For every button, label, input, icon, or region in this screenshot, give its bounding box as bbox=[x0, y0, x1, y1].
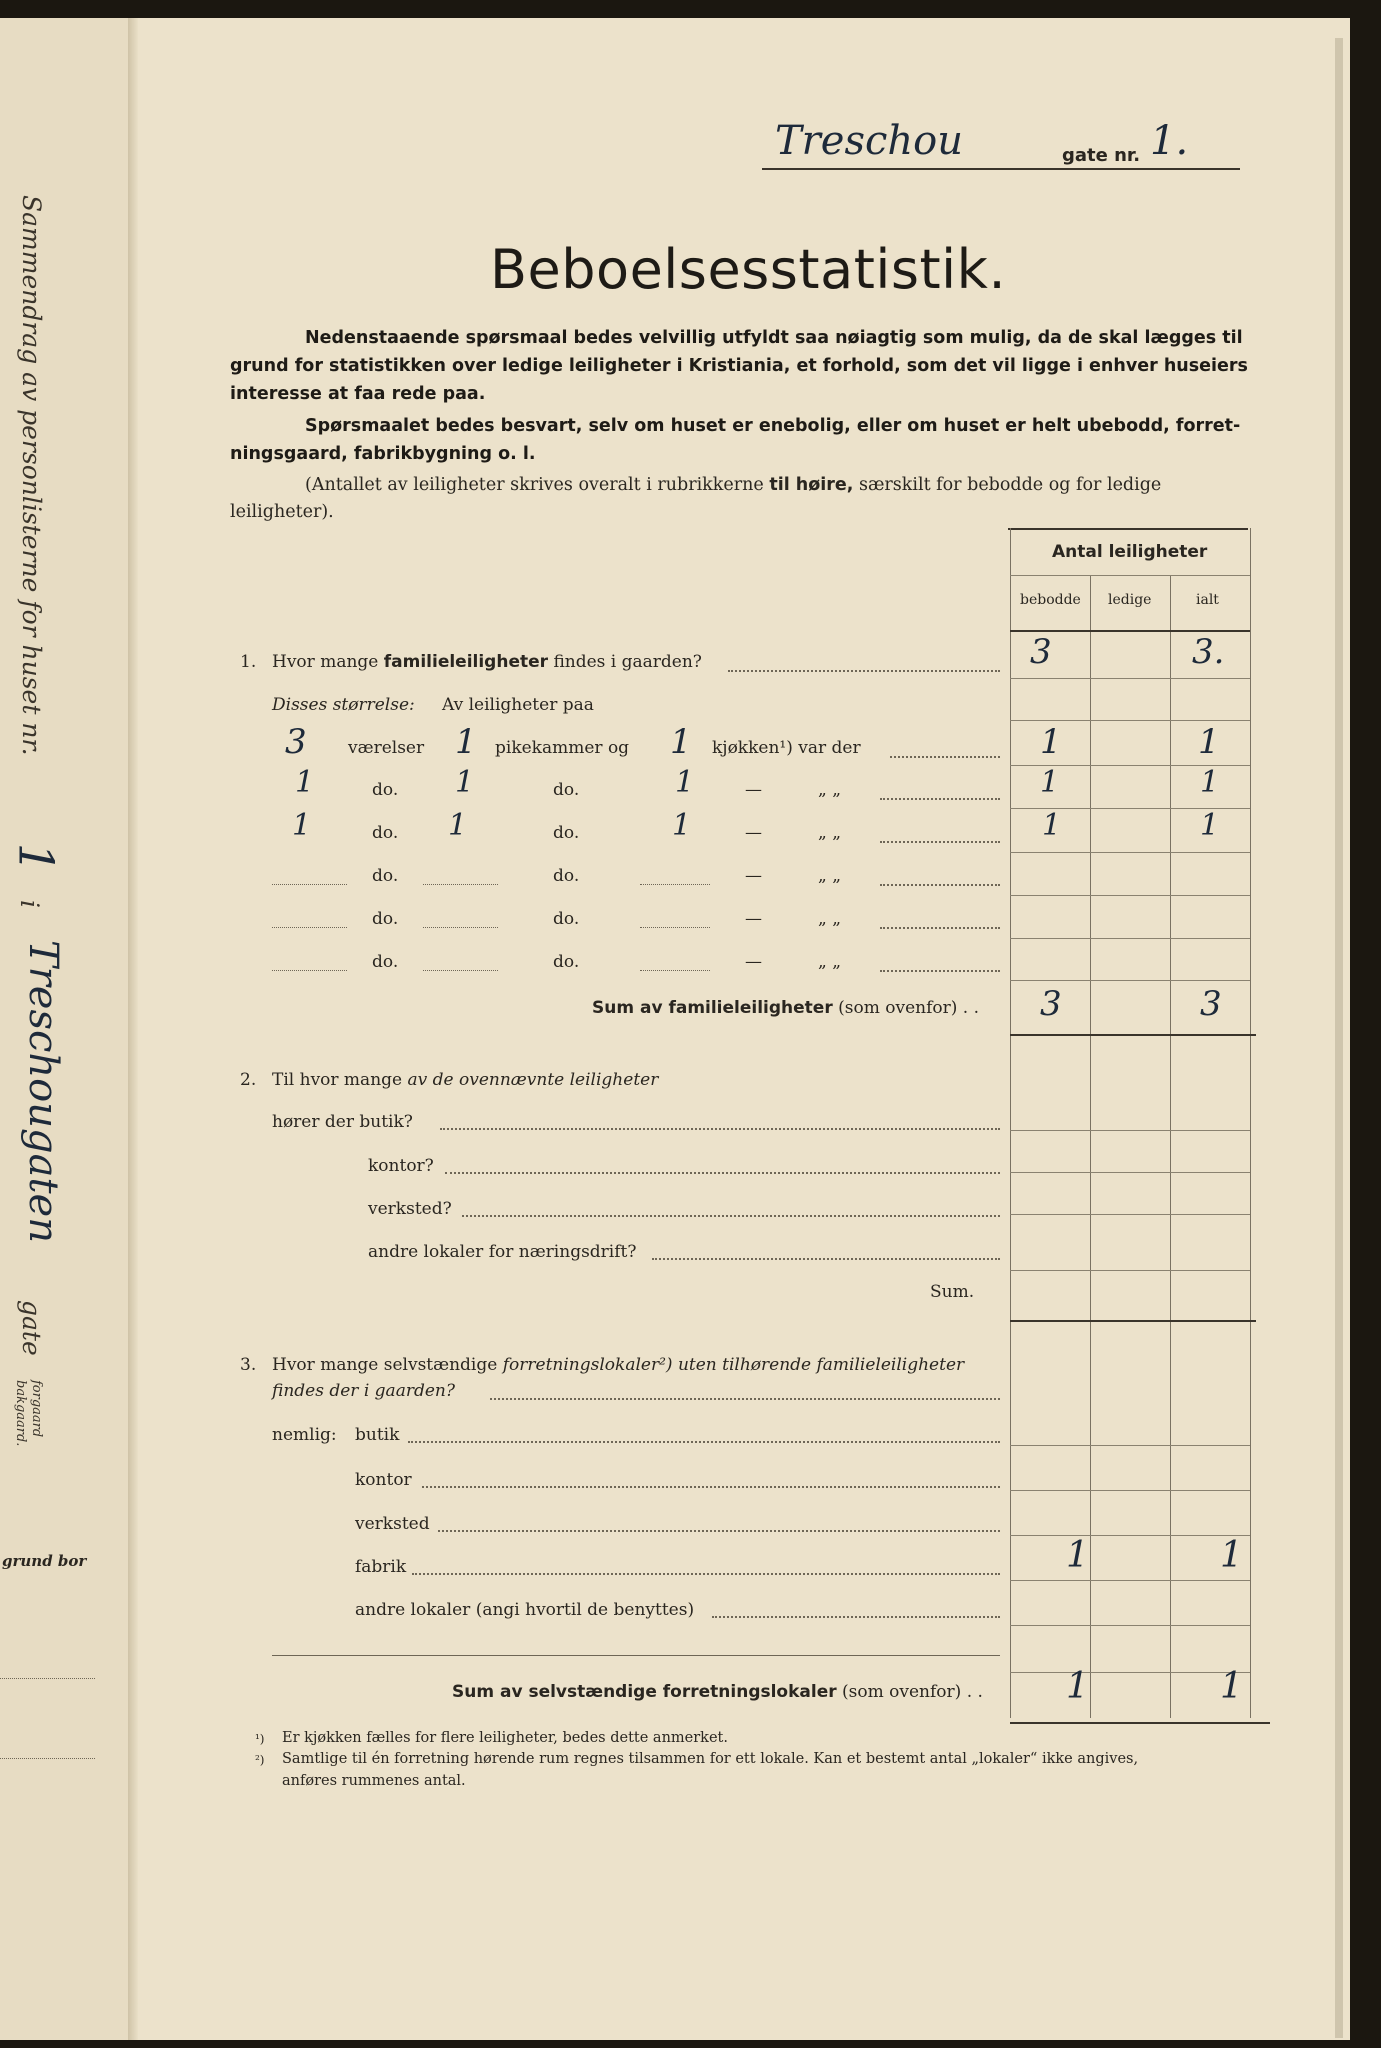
q1-row4-do: do. bbox=[372, 866, 399, 886]
table-top-rule bbox=[1008, 528, 1248, 530]
intro-line-6b: til høire, bbox=[769, 475, 854, 495]
q3-text-a: Hvor mange selvstændige bbox=[272, 1355, 498, 1375]
q3-text-b: forretningslokaler²) bbox=[502, 1355, 673, 1375]
q3-number: 3. bbox=[240, 1355, 257, 1375]
q1-text-c: findes i gaarden? bbox=[553, 652, 702, 672]
margin-rule bbox=[0, 1678, 95, 1679]
q1-sum-label-b: Sum av familieleiligheter bbox=[592, 998, 833, 1018]
q1-row5-blank3 bbox=[640, 927, 710, 928]
q1-row4-blank3 bbox=[640, 884, 710, 885]
row-rule bbox=[1010, 1172, 1250, 1173]
q1-row4-blank2 bbox=[423, 884, 498, 885]
q1-row1-kjokken-value: 1 bbox=[670, 722, 692, 762]
row-rule bbox=[1010, 1672, 1250, 1673]
q3-kontor: kontor bbox=[355, 1470, 412, 1490]
header-house-number: 1. bbox=[1150, 118, 1189, 164]
margin-street-handwritten: Treschougaten bbox=[20, 940, 66, 1243]
q2-andre: andre lokaler for næringsdrift? bbox=[368, 1242, 637, 1262]
q1-row4-ditto: „ „ bbox=[818, 866, 842, 886]
q1-row1-ialt: 1 bbox=[1198, 722, 1220, 762]
q1-row3-ialt: 1 bbox=[1200, 808, 1220, 843]
row-rule bbox=[1010, 678, 1250, 679]
margin-house-number: 1 bbox=[7, 842, 64, 874]
q2-andre-leader bbox=[652, 1258, 1000, 1260]
q3-writing-line bbox=[272, 1655, 1000, 1656]
q1-row1-kjokken-label: kjøkken¹) var der bbox=[712, 738, 861, 758]
q1-sizes-label: Disses størrelse: bbox=[272, 695, 415, 715]
sum3-rule bbox=[1010, 1722, 1270, 1724]
q1-ialt-value: 3. bbox=[1192, 632, 1225, 672]
q1-row5-leader bbox=[880, 927, 1000, 929]
q1-row4-leader bbox=[880, 884, 1000, 886]
q1-row2-leader bbox=[880, 798, 1000, 800]
q1-row6-leader bbox=[880, 970, 1000, 972]
q1-sum-bebodde: 3 bbox=[1040, 984, 1062, 1024]
margin-i: i bbox=[15, 900, 44, 908]
q1-row2-dash: — bbox=[745, 780, 762, 800]
q3-fabrik: fabrik bbox=[355, 1557, 407, 1577]
q1-row6-do2: do. bbox=[553, 952, 580, 972]
q1-row5-ditto: „ „ bbox=[818, 909, 842, 929]
header-street-handwritten: Treschou bbox=[775, 118, 964, 164]
q3-butik: butik bbox=[355, 1425, 400, 1445]
q3-andre: andre lokaler (angi hvortil de benyttes) bbox=[355, 1600, 695, 1620]
table-vline-2 bbox=[1090, 575, 1091, 1718]
intro-line-2: grund for statistikken over ledige leiligheter i Kristiania, et forhold, som det vil ligge i enhver huseiers bbox=[230, 356, 1248, 376]
q3-verksted: verksted bbox=[355, 1514, 430, 1534]
q1-row3-dash: — bbox=[745, 823, 762, 843]
q1-row6-blank3 bbox=[640, 970, 710, 971]
q2-text-a: Til hvor mange bbox=[272, 1070, 403, 1090]
q1-row2-vaerelser-value: 1 bbox=[295, 765, 315, 800]
q1-row4-do2: do. bbox=[553, 866, 580, 886]
q3-sum-label-c: (som ovenfor) bbox=[842, 1682, 962, 1702]
q1-row2-bebodde: 1 bbox=[1040, 765, 1060, 800]
q1-text-a: Hvor mange bbox=[272, 652, 379, 672]
row-rule bbox=[1010, 720, 1250, 721]
q1-row3-do: do. bbox=[372, 823, 399, 843]
intro-line-6c: særskilt for bebodde og for ledige bbox=[859, 475, 1162, 495]
q1-row3-vaerelser-value: 1 bbox=[292, 808, 312, 843]
intro-line-4: Spørsmaalet bedes besvart, selv om huset er enebolig, eller om huset er helt ubebodd, forret- bbox=[305, 416, 1241, 436]
table-vline-right bbox=[1250, 528, 1251, 1718]
q3-fabrik-bebodde: 1 bbox=[1066, 1535, 1089, 1576]
q1-row3-pike-value: 1 bbox=[448, 808, 468, 843]
q3-sum-dots: . . bbox=[966, 1682, 983, 1702]
q3-kontor-leader bbox=[422, 1486, 1000, 1488]
q2-butik-leader bbox=[440, 1128, 1000, 1130]
q1-row3-bebodde: 1 bbox=[1042, 808, 1062, 843]
q1-row5-blank2 bbox=[423, 927, 498, 928]
q3-andre-leader bbox=[712, 1616, 1000, 1618]
q1-row1-pike-label: pikekammer og bbox=[495, 738, 630, 758]
footnote-2b: anføres rummenes antal. bbox=[282, 1773, 466, 1789]
row-rule bbox=[1010, 1130, 1250, 1131]
page-title: Beboelsesstatistik. bbox=[490, 238, 1007, 301]
q2-kontor: kontor? bbox=[368, 1156, 434, 1176]
page-fold bbox=[128, 18, 138, 2040]
q1-row2-do2: do. bbox=[553, 780, 580, 800]
q1-row3-do2: do. bbox=[553, 823, 580, 843]
q1-number: 1. bbox=[240, 652, 257, 672]
row-rule bbox=[1010, 1490, 1250, 1491]
footnote-2: Samtlige til én forretning hørende rum regnes tilsammen for ett lokale. Kan et bestemt antal „lokaler“ ikke angives, bbox=[282, 1751, 1139, 1767]
q3-text-d: findes der i gaarden? bbox=[272, 1381, 455, 1401]
q2-butik: hører der butik? bbox=[272, 1112, 413, 1132]
q2-sum: Sum. bbox=[930, 1282, 975, 1302]
q1-bebodde-value: 3 bbox=[1030, 632, 1052, 672]
table-head-rule bbox=[1010, 575, 1250, 576]
q3-sum-label bbox=[452, 1682, 983, 1702]
footnote-1-mark: ¹) bbox=[255, 1732, 265, 1746]
intro-line-6 bbox=[305, 475, 1161, 495]
table-col-ledige: ledige bbox=[1108, 592, 1152, 608]
q1-row6-blank2 bbox=[423, 970, 498, 971]
q1-row2-ditto: „ „ bbox=[818, 780, 842, 800]
q1-sum-label bbox=[592, 998, 979, 1018]
q3-verksted-leader bbox=[438, 1530, 1000, 1532]
margin-rule-2 bbox=[0, 1758, 95, 1759]
q1-leader bbox=[728, 670, 1000, 672]
row-rule bbox=[1010, 1625, 1250, 1626]
margin-forgaard: forgaard bbox=[29, 1380, 44, 1438]
q3-sum-bebodde: 1 bbox=[1066, 1666, 1089, 1707]
q1-row3-kjokken-value: 1 bbox=[672, 808, 692, 843]
q1-sizes-text: Av leiligheter paa bbox=[442, 695, 594, 715]
q3-text-leader bbox=[490, 1398, 1000, 1400]
q1-row2-kjokken-value: 1 bbox=[675, 765, 695, 800]
margin-gate: gate bbox=[17, 1300, 46, 1356]
q3-fabrik-leader bbox=[412, 1573, 1000, 1575]
row-rule bbox=[1010, 1580, 1250, 1581]
row-rule bbox=[1010, 1445, 1250, 1446]
table-vline-left bbox=[1010, 528, 1011, 1718]
q1-row2-ialt: 1 bbox=[1200, 765, 1220, 800]
footnote-2-mark: ²) bbox=[255, 1753, 265, 1767]
q1-row5-blank bbox=[272, 927, 347, 928]
table-col-ialt: ialt bbox=[1196, 592, 1219, 608]
q1-sum-dots: . . bbox=[962, 998, 980, 1018]
q1-row3-leader bbox=[880, 841, 1000, 843]
q1-row3-ditto: „ „ bbox=[818, 823, 842, 843]
table-vline-3 bbox=[1170, 575, 1171, 1718]
q2-number: 2. bbox=[240, 1070, 257, 1090]
sum1-rule bbox=[1010, 1034, 1256, 1036]
q1-row4-blank bbox=[272, 884, 347, 885]
q1-row1-pike-value: 1 bbox=[455, 722, 477, 762]
q3-butik-leader bbox=[408, 1441, 1000, 1443]
q2-verksted: verksted? bbox=[368, 1199, 452, 1219]
q1-row1-leader bbox=[890, 756, 1000, 758]
q1-row2-pike-value: 1 bbox=[455, 765, 475, 800]
q1-row6-dash: — bbox=[745, 952, 762, 972]
row-rule bbox=[1010, 938, 1250, 939]
q1-row6-blank bbox=[272, 970, 347, 971]
q1-row5-do: do. bbox=[372, 909, 399, 929]
intro-line-1: Nedenstaaende spørsmaal bedes velvillig utfyldt saa nøiagtig som mulig, da de skal lægges til bbox=[305, 328, 1243, 348]
q3-sum-label-b: Sum av selvstændige forretningslokaler bbox=[452, 1682, 837, 1702]
q2-verksted-leader bbox=[462, 1215, 1000, 1217]
q1-text-b: familieleiligheter bbox=[383, 652, 549, 672]
row-rule bbox=[1010, 895, 1250, 896]
q1-row1-vaerelser-label: værelser bbox=[348, 738, 425, 758]
q1-row4-dash: — bbox=[745, 866, 762, 886]
intro-line-3: interesse at faa rede paa. bbox=[230, 384, 486, 404]
q2-kontor-leader bbox=[445, 1172, 1000, 1174]
q1-row6-do: do. bbox=[372, 952, 399, 972]
intro-line-7: leiligheter). bbox=[230, 502, 334, 522]
q3-sum-ialt: 1 bbox=[1220, 1666, 1243, 1707]
q3-nemlig: nemlig: bbox=[272, 1425, 337, 1445]
q2-text-b: av de ovennævnte leiligheter bbox=[407, 1070, 659, 1090]
header-underline bbox=[762, 168, 1240, 170]
q3-text-c: uten tilhørende familieleiligheter bbox=[677, 1355, 965, 1375]
footnote-1: Er kjøkken fælles for flere leiligheter, bedes dette anmerket. bbox=[282, 1730, 728, 1746]
row-rule bbox=[1010, 1214, 1250, 1215]
margin-bakgaard: bakgaard. bbox=[13, 1380, 28, 1447]
row-rule bbox=[1010, 980, 1250, 981]
q1-text bbox=[272, 652, 702, 672]
intro-line-6a: (Antallet av leiligheter skrives overalt i rubrikkerne bbox=[305, 475, 764, 495]
q2-text bbox=[272, 1070, 658, 1090]
row-rule bbox=[1010, 1535, 1250, 1536]
q1-row1-vaerelser-value: 3 bbox=[285, 722, 307, 762]
row-rule bbox=[1010, 1270, 1250, 1271]
q1-row6-ditto: „ „ bbox=[818, 952, 842, 972]
q3-fabrik-ialt: 1 bbox=[1220, 1535, 1243, 1576]
q3-text bbox=[272, 1355, 964, 1375]
table-col-bebodde: bebodde bbox=[1020, 592, 1081, 608]
sum2-rule bbox=[1010, 1320, 1256, 1322]
page-edge bbox=[1335, 38, 1343, 2038]
q1-row1-bebodde: 1 bbox=[1040, 722, 1062, 762]
margin-grund-bor: grund bor bbox=[2, 1552, 87, 1570]
q1-sum-label-c: (som ovenfor) bbox=[838, 998, 958, 1018]
row-rule bbox=[1010, 852, 1250, 853]
q1-sum-ialt: 3 bbox=[1200, 984, 1222, 1024]
intro-line-5: ningsgaard, fabrikbygning o. l. bbox=[230, 444, 536, 464]
q1-row5-dash: — bbox=[745, 909, 762, 929]
q1-row2-do: do. bbox=[372, 780, 399, 800]
margin-vertical-text: Sammendrag av personlisterne for huset nr. bbox=[17, 195, 46, 756]
q1-row5-do2: do. bbox=[553, 909, 580, 929]
table-group-header: Antal leiligheter bbox=[1052, 542, 1208, 562]
gate-nr-label: gate nr. bbox=[1062, 145, 1141, 166]
